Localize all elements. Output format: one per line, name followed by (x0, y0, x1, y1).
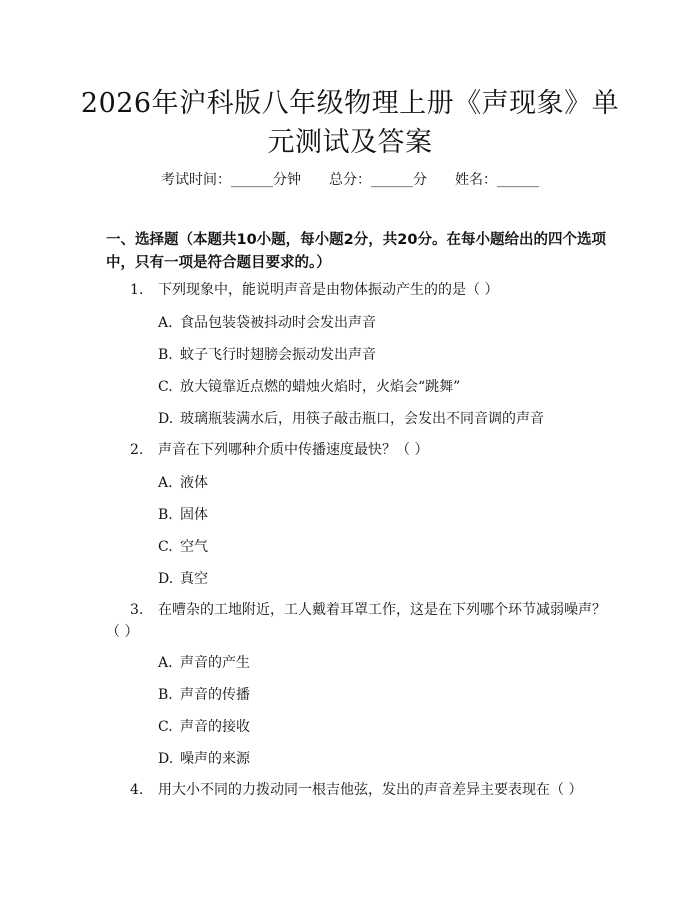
question-2 (106, 439, 616, 461)
option-text: 噪声的来源 (180, 751, 250, 767)
question-1 (106, 279, 616, 301)
option-letter: B. (158, 507, 173, 523)
option-text: 食品包装袋被抖动时会发出声音 (180, 315, 376, 331)
option-1a (158, 313, 376, 333)
question-number: 3. (130, 602, 144, 618)
section-heading: 一、选择题（本题共10小题，每小题2分，共20分。在每小题给出的四个选项中，只有一项是符合题目要求的。） (106, 232, 606, 271)
exam-time-field: 考试时间：______分钟 (161, 172, 301, 188)
option-2c (158, 537, 208, 557)
question-text: 用大小不同的力拨动同一根吉他弦，发出的声音差异主要表现在（ ） (158, 782, 583, 798)
question-text: 在嘈杂的工地附近，工人戴着耳罩工作，这是在下列哪个环节减弱噪声？（ ） (106, 602, 606, 640)
option-letter: B. (158, 347, 173, 363)
option-letter: B. (158, 687, 173, 703)
question-3 (106, 599, 616, 643)
question-number: 4. (130, 782, 144, 798)
question-text: 下列现象中，能说明声音是由物体振动产生的的是（ ） (158, 282, 499, 298)
exam-info-line (0, 169, 700, 189)
option-letter: C. (158, 719, 173, 735)
option-letter: C. (158, 539, 173, 555)
option-text: 放大镜靠近点燃的蜡烛火焰时，火焰会“跳舞” (180, 379, 461, 395)
student-name-field: 姓名：______ (455, 172, 539, 188)
question-number: 2. (130, 442, 144, 458)
option-text: 空气 (180, 539, 208, 555)
question-4 (106, 779, 616, 801)
option-text: 蚊子飞行时翅膀会振动发出声音 (180, 347, 376, 363)
option-2a (158, 473, 208, 493)
option-text: 固体 (180, 507, 208, 523)
option-letter: C. (158, 379, 173, 395)
option-3a (158, 653, 250, 673)
option-text: 声音的接收 (180, 719, 250, 735)
option-text: 真空 (180, 571, 208, 587)
option-text: 液体 (180, 475, 208, 491)
option-3c (158, 717, 250, 737)
total-score-field: 总分：______分 (329, 172, 427, 188)
option-1d (158, 409, 544, 429)
option-2d (158, 569, 208, 589)
option-letter: A. (158, 475, 173, 491)
option-3b (158, 685, 250, 705)
question-number: 1. (130, 282, 144, 298)
option-3d (158, 749, 250, 769)
option-1b (158, 345, 376, 365)
option-letter: A. (158, 315, 173, 331)
document-title: 2026年沪科版八年级物理上册《声现象》单元测试及答案 (80, 88, 620, 158)
option-letter: A. (158, 655, 173, 671)
option-text: 玻璃瓶装满水后，用筷子敲击瓶口，会发出不同音调的声音 (180, 411, 544, 427)
option-text: 声音的传播 (180, 687, 250, 703)
option-text: 声音的产生 (180, 655, 250, 671)
question-text: 声音在下列哪种介质中传播速度最快？（ ） (158, 442, 429, 458)
option-2b (158, 505, 208, 525)
option-letter: D. (158, 571, 174, 587)
option-letter: D. (158, 411, 174, 427)
option-letter: D. (158, 751, 174, 767)
option-1c (158, 377, 460, 397)
